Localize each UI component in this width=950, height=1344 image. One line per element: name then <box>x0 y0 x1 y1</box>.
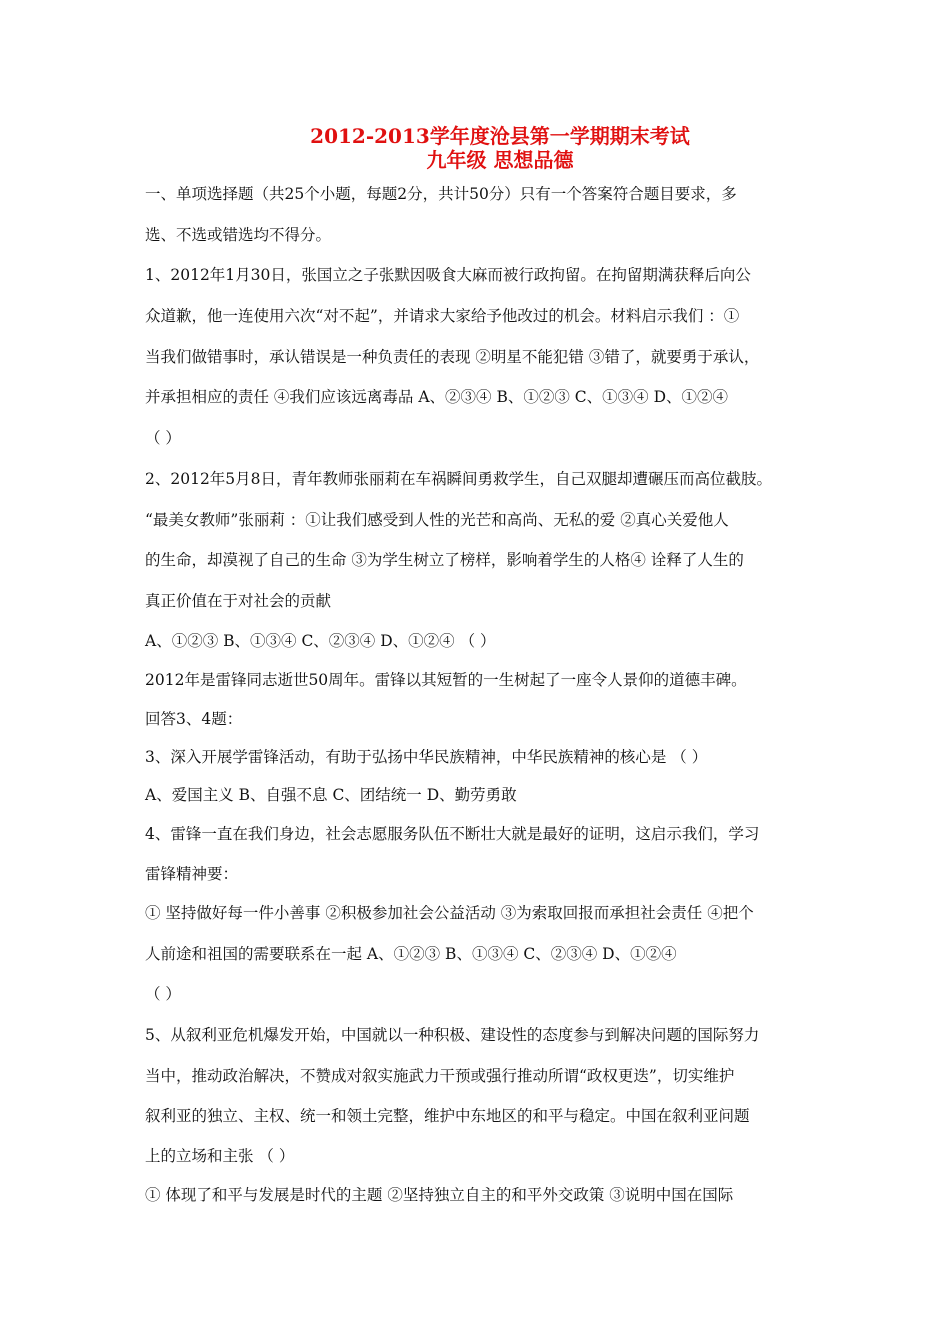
text-line: 2012年是雷锋同志逝世50周年。雷锋以其短暂的一生树起了一座令人景仰的道德丰碑。 <box>145 670 747 689</box>
text-line: 并承担相应的责任 ④我们应该远离毒品 A、②③④ B、①②③ C、①③④ D、①②④ <box>145 388 729 407</box>
exam-subtitle: 九年级 思想品德 <box>426 148 574 172</box>
text-line: 叙利亚的独立、主权、统一和领土完整，维护中东地区的和平与稳定。中国在叙利亚问题 <box>145 1107 750 1126</box>
question-3-line: 3、深入开展学雷锋活动，有助于弘扬中华民族精神，中华民族精神的核心是 （ ） <box>145 748 708 767</box>
text-line: “最美女教师”张丽莉 ：①让我们感受到人性的光芒和高尚、无私的爱 ②真心关爱他人 <box>145 510 729 529</box>
question-4-line: 4、雷锋一直在我们身边，社会志愿服务队伍不断壮大就是最好的证明，这启示我们，学习 <box>145 825 760 844</box>
text-line: ① 坚持做好每一件小善事 ②积极参加社会公益活动 ③为索取回报而承担社会责任 ④把个 <box>145 903 754 922</box>
exam-body <box>145 174 815 1216</box>
question-2-line: 2、2012年5月8日，青年教师张丽莉在车祸瞬间勇救学生，自己双腿却遭碾压而高位截肢。 <box>145 469 773 488</box>
text-line: 人前途和祖国的需要联系在一起 A、①②③ B、①③④ C、②③④ D、①②④ <box>145 944 677 963</box>
text-line: 众道歉，他一连使用六次“对不起”，并请求大家给予他改过的机会。材料启示我们 ：① <box>145 307 740 326</box>
text-line: 当我们做错事时，承认错误是一种负责任的表现 ②明星不能犯错 ③错了，就要勇于承认， <box>145 347 760 366</box>
text-line: 选、不选或错选均不得分。 <box>145 225 332 244</box>
section-heading: 一、单项选择题（共25个小题，每题2分，共计50分）只有一个答案符合题目要求，多 <box>145 185 737 203</box>
answer-options: A、①②③ B、①③④ C、②③④ D、①②④ （ ） <box>145 631 496 650</box>
question-1-line: 1、2012年1月30日，张国立之子张默因吸食大麻而被行政拘留。在拘留期满获释后向公 <box>145 266 751 285</box>
answer-options: A、爱国主义 B、自强不息 C、团结统一 D、勤劳勇敢 <box>145 786 517 805</box>
text-line: 真正价值在于对社会的贡献 <box>145 591 332 610</box>
answer-blank: （ ） <box>145 985 181 1004</box>
question-5-line: 5、从叙利亚危机爆发开始，中国就以一种积极、建设性的态度参与到解决问题的国际努力 <box>145 1026 760 1044</box>
exam-title: 2012-2013学年度沧县第一学期期末考试 <box>310 124 690 148</box>
answer-blank: （ ） <box>145 429 181 448</box>
text-line: 上的立场和主张 （ ） <box>145 1147 295 1166</box>
text-line: 回答3、4题： <box>145 710 243 729</box>
text-line: 当中，推动政治解决，不赞成对叙实施武力干预或强行推动所谓“政权更迭”，切实维护 <box>145 1066 735 1085</box>
text-line: 的生命，却漠视了自己的生命 ③为学生树立了榜样，影响着学生的人格④ 诠释了人生的 <box>145 551 744 570</box>
text-line: 雷锋精神要： <box>145 864 239 883</box>
text-line: ① 体现了和平与发展是时代的主题 ②坚持独立自主的和平外交政策 ③说明中国在国际 <box>145 1186 734 1205</box>
exam-page <box>145 124 815 1216</box>
